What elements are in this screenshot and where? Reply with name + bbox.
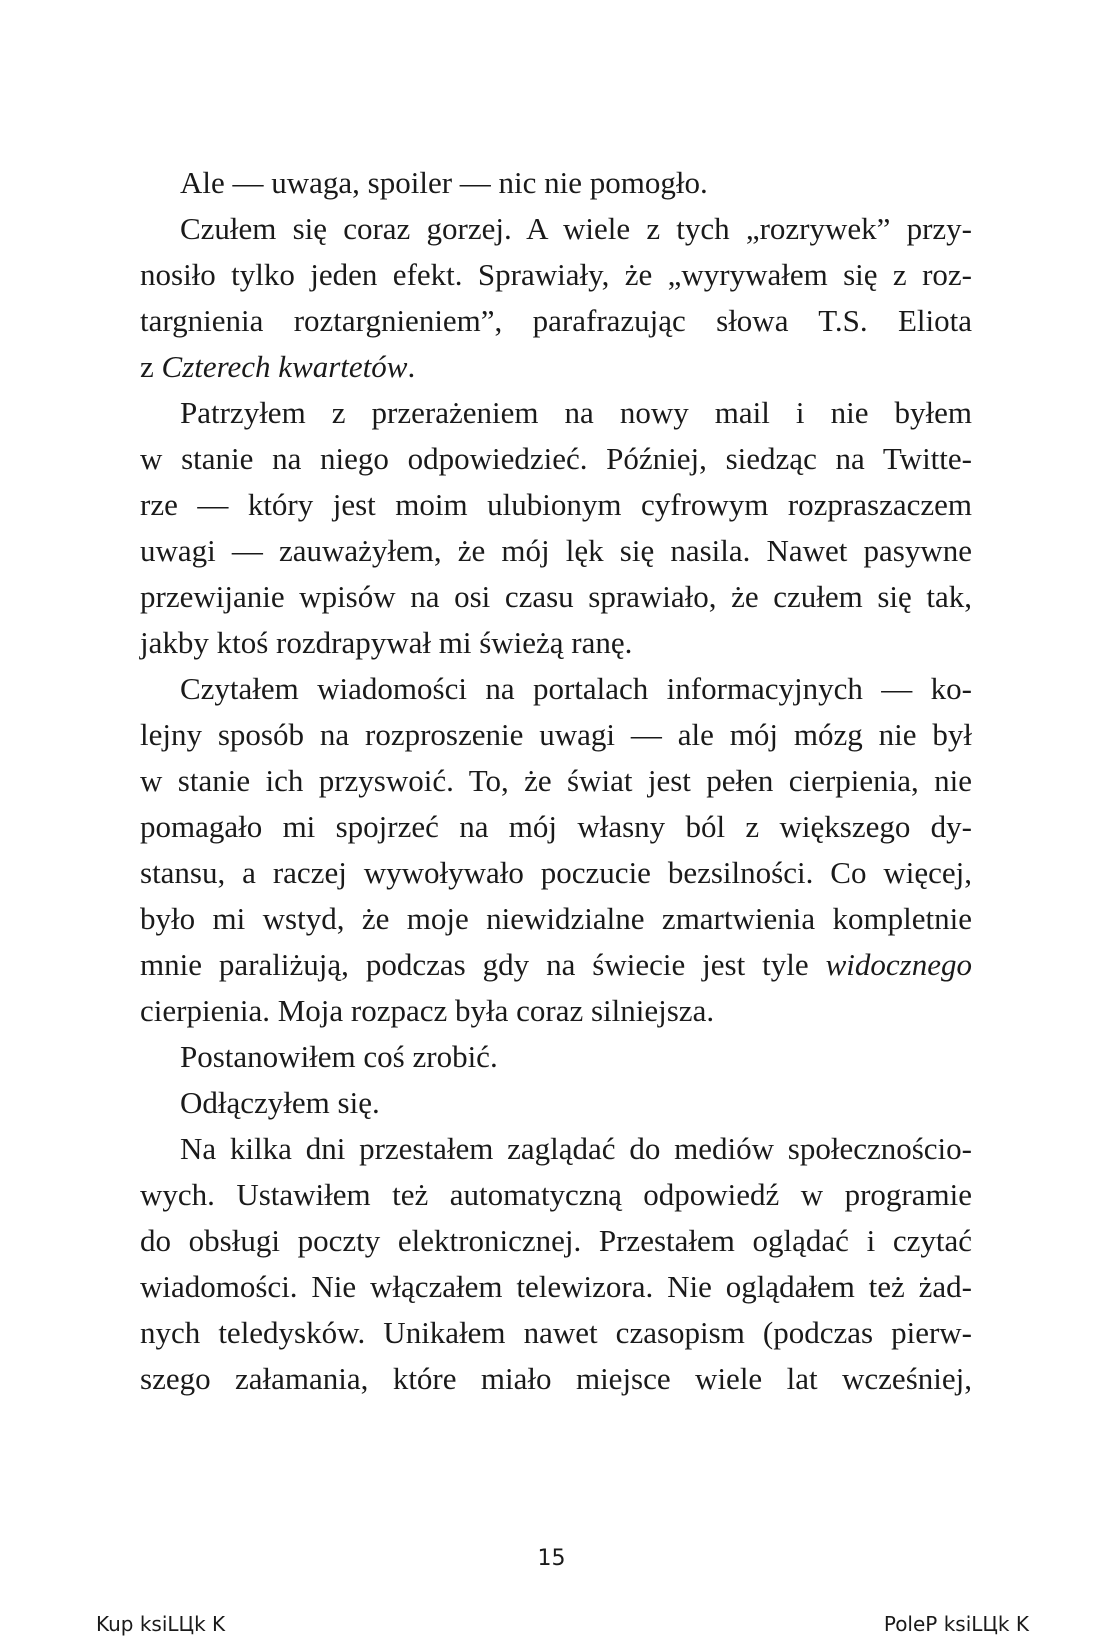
text-line: nosiło tylko jeden efekt. Sprawiały, że „wyrywałem się z roz- xyxy=(140,257,972,292)
text-line: Odłączyłem się. xyxy=(180,1085,380,1120)
text-line: do obsługi poczty elektronicznej. Przestałem oglądać i czytać xyxy=(140,1223,972,1258)
text-line: Czytałem wiadomości na portalach informacyjnych — ko- xyxy=(180,671,972,706)
page-body xyxy=(140,160,972,1402)
text-line: rze — który jest moim ulubionym cyfrowym rozpraszaczem xyxy=(140,487,972,522)
text-line: wiadomości. Nie włączałem telewizora. Nie oglądałem też żad- xyxy=(140,1269,972,1304)
text-line: Czułem się coraz gorzej. A wiele z tych „rozrywek” przy- xyxy=(180,211,972,246)
text-line: uwagi — zauważyłem, że mój lęk się nasila. Nawet pasywne xyxy=(140,533,972,568)
text-fragment: mnie paraliżują, podczas gdy na świecie jest tyle xyxy=(140,947,826,982)
text-line: nych teledysków. Unikałem nawet czasopism (podczas pierw- xyxy=(140,1315,972,1350)
text-line: w stanie na niego odpowiedzieć. Później, siedząc na Twitte- xyxy=(140,441,972,476)
emphasized-word: widocznego xyxy=(825,947,972,982)
text-line: pomagało mi spojrzeć na mój własny ból z większego dy- xyxy=(140,809,972,844)
page-number: 15 xyxy=(537,1546,566,1571)
text-line: stansu, a raczej wywoływało poczucie bezsilności. Co więcej, xyxy=(140,855,972,890)
text-line: lejny sposób na rozproszenie uwagi — ale mój mózg nie był xyxy=(140,717,972,752)
text-fragment: z xyxy=(140,349,162,384)
recommend-book-link[interactable]: PoleP ksiLЦk K xyxy=(883,1612,1029,1636)
text-fragment: . xyxy=(407,349,416,384)
text-line: cierpienia. Moja rozpacz była coraz silniejsza. xyxy=(140,993,715,1028)
text-line: w stanie ich przyswoić. To, że świat jest pełen cierpienia, nie xyxy=(140,763,972,798)
text-line xyxy=(140,344,972,390)
text-line: Postanowiłem coś zrobić. xyxy=(180,1039,498,1074)
text-line: Ale — uwaga, spoiler — nic nie pomogło. xyxy=(180,165,708,200)
text-line: jakby ktoś rozdrapywał mi świeżą ranę. xyxy=(140,625,633,660)
text-line: wych. Ustawiłem też automatyczną odpowiedź w programie xyxy=(140,1177,972,1212)
text-line: szego załamania, które miało miejsce wiele lat wcześniej, xyxy=(140,1361,972,1396)
text-line xyxy=(140,942,972,988)
book-title: Czterech kwartetów xyxy=(161,349,408,384)
text-line: Na kilka dni przestałem zaglądać do mediów społecznościo- xyxy=(180,1131,972,1166)
buy-book-link[interactable]: Kup ksiLЦk K xyxy=(96,1612,226,1636)
text-line: było mi wstyd, że moje niewidzialne zmartwienia kompletnie xyxy=(140,901,972,936)
text-line: Patrzyłem z przerażeniem na nowy mail i nie byłem xyxy=(180,395,972,430)
text-line: przewijanie wpisów na osi czasu sprawiało, że czułem się tak, xyxy=(140,579,972,614)
text-line: targnienia roztargnieniem”, parafrazując słowa T.S. Eliota xyxy=(140,303,972,338)
